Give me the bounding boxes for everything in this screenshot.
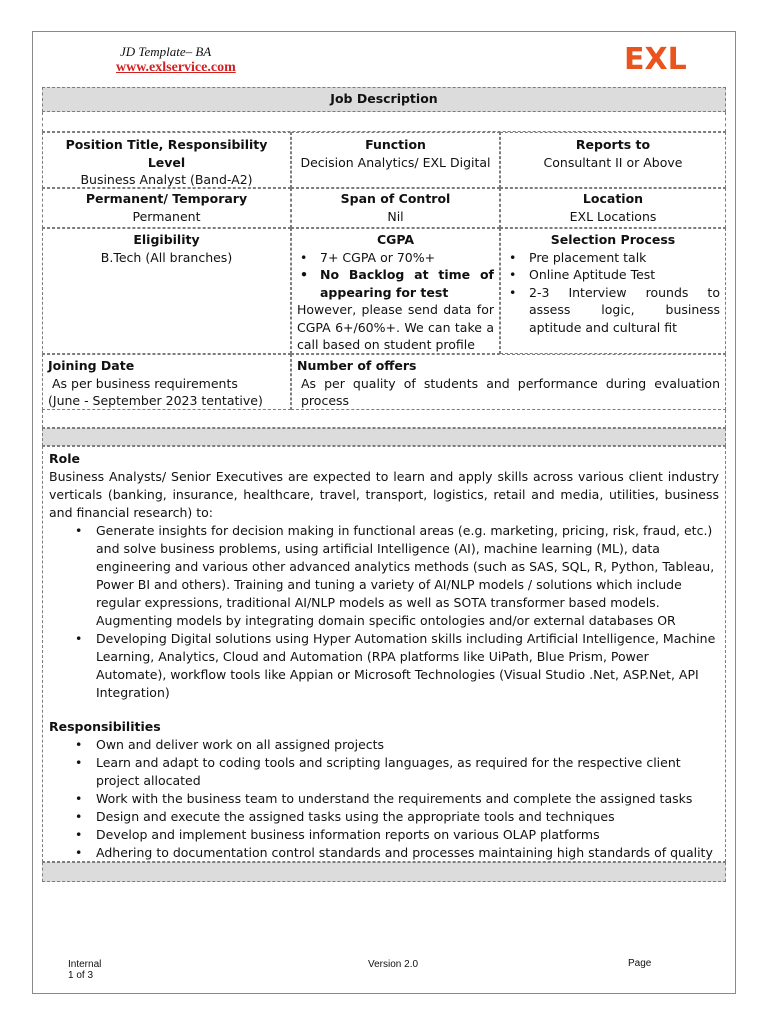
location-heading: Location <box>582 191 644 206</box>
footer-page-count: 1 of 3 <box>68 970 94 981</box>
list-item: • 2-3 Interview rounds to assess logic, business aptitude and cultural fit <box>506 284 720 337</box>
spacer-row <box>42 410 726 428</box>
exl-logo <box>624 42 696 74</box>
jd-heading-band <box>42 87 726 112</box>
website-link[interactable]: www.exlservice.com <box>116 60 236 75</box>
function-value: Decision Analytics/ EXL Digital <box>300 154 491 170</box>
svg-text:EXL: EXL <box>624 42 687 74</box>
list-item: • Design and execute the assigned tasks using the appropriate tools and techniques <box>49 808 719 826</box>
role-intro: Business Analysts/ Senior Executives are expected to learn and apply skills across various client industry verticals (banking, insurance, healthcare, travel, transport, logistics, retail and media, utilities, business and financial research) to: <box>49 469 719 520</box>
span-value: Nil <box>387 208 404 224</box>
reports-heading: Reports to <box>575 137 651 152</box>
list-item: • Generate insights for decision making in functional areas (e.g. marketing, pricing, risk, fraud, etc.) and solve business problems, using artificial Intelligence (AI), machine learning (ML), data engineering and various other advanced analytics methods (such as SAS, SQL, R, Python, Tableau, Power BI and others). Training and tuning a variety of AI/NLP models / solutions which include regular expressions, traditional AI/NLP models as well as SOTA transformer based models. Augmenting models by integrating domain specific ontologies and/or external databases OR <box>49 522 719 630</box>
cgpa-cell <box>291 228 500 354</box>
footer-version: Version 2.0 <box>368 959 419 970</box>
function-heading: Function <box>365 137 426 152</box>
footer-classification: Internal <box>68 959 102 970</box>
list-item: • Adhering to documentation control standards and processes maintaining high standards of quality <box>49 844 719 880</box>
offers-value: As per quality of students and performance during evaluation process <box>301 375 720 408</box>
permanent-heading: Permanent/ Temporary <box>85 191 248 206</box>
list-item: • Pre placement talk <box>506 249 720 267</box>
eligibility-heading: Eligibility <box>133 232 200 247</box>
cgpa-heading: CGPA <box>376 232 415 247</box>
offers-heading: Number of offers <box>297 358 417 373</box>
position-value: Business Analyst (Band-A2) <box>80 172 253 187</box>
reports-to-cell <box>500 132 726 188</box>
responsibilities-heading: Responsibilities <box>49 719 161 734</box>
location-cell <box>500 188 726 228</box>
jd-heading: Job Description <box>330 91 438 106</box>
position-title-cell <box>42 132 291 188</box>
function-cell <box>291 132 500 188</box>
joining-line2: (June - September 2023 tentative) <box>48 393 263 408</box>
location-value: EXL Locations <box>569 208 657 224</box>
position-heading: Position Title, Responsibility Level <box>65 137 268 170</box>
grey-band <box>42 428 726 446</box>
spacer-row <box>42 112 726 132</box>
footer-page-label: Page <box>628 958 652 969</box>
role-heading: Role <box>49 451 80 466</box>
bottom-grey-band <box>42 862 726 882</box>
role-section <box>42 446 726 862</box>
selection-heading: Selection Process <box>550 232 676 247</box>
joining-heading: Joining Date <box>48 358 135 373</box>
permanent-cell <box>42 188 291 228</box>
template-title: JD Template– BA <box>120 44 212 59</box>
permanent-value: Permanent <box>132 208 201 224</box>
list-item: • No Backlog at time of appearing for test <box>297 266 494 301</box>
joining-date-cell <box>42 354 291 410</box>
selection-process-cell <box>500 228 726 354</box>
list-item: • Develop and implement business information reports on various OLAP platforms <box>49 826 719 844</box>
list-item: • Work with the business team to understand the requirements and complete the assigned tasks <box>49 790 719 808</box>
eligibility-value: B.Tech (All branches) <box>100 249 233 265</box>
list-item: • 7+ CGPA or 70%+ <box>297 249 494 267</box>
list-item: • Developing Digital solutions using Hyper Automation skills including Artificial Intelligence, Machine Learning, Analytics, Cloud and Automation (RPA platforms like UiPath, Blue Prism, Power Automate), workflow tools like Appian or Microsoft Technologies (Visual Studio .Net, ASP.Net, API Integration) <box>49 630 719 702</box>
cgpa-note: However, please send data for CGPA 6+/60%+. We can take a call based on student profile <box>297 302 494 352</box>
reports-value: Consultant II or Above <box>543 154 683 170</box>
list-item: • Own and deliver work on all assigned projects <box>49 736 719 754</box>
joining-line1: As per business requirements <box>52 375 238 391</box>
offers-cell <box>291 354 726 410</box>
eligibility-cell <box>42 228 291 354</box>
span-cell <box>291 188 500 228</box>
list-item: • Learn and adapt to coding tools and scripting languages, as required for the respective client project allocated <box>49 754 719 790</box>
span-heading: Span of Control <box>340 191 451 206</box>
list-item: • Online Aptitude Test <box>506 266 720 284</box>
